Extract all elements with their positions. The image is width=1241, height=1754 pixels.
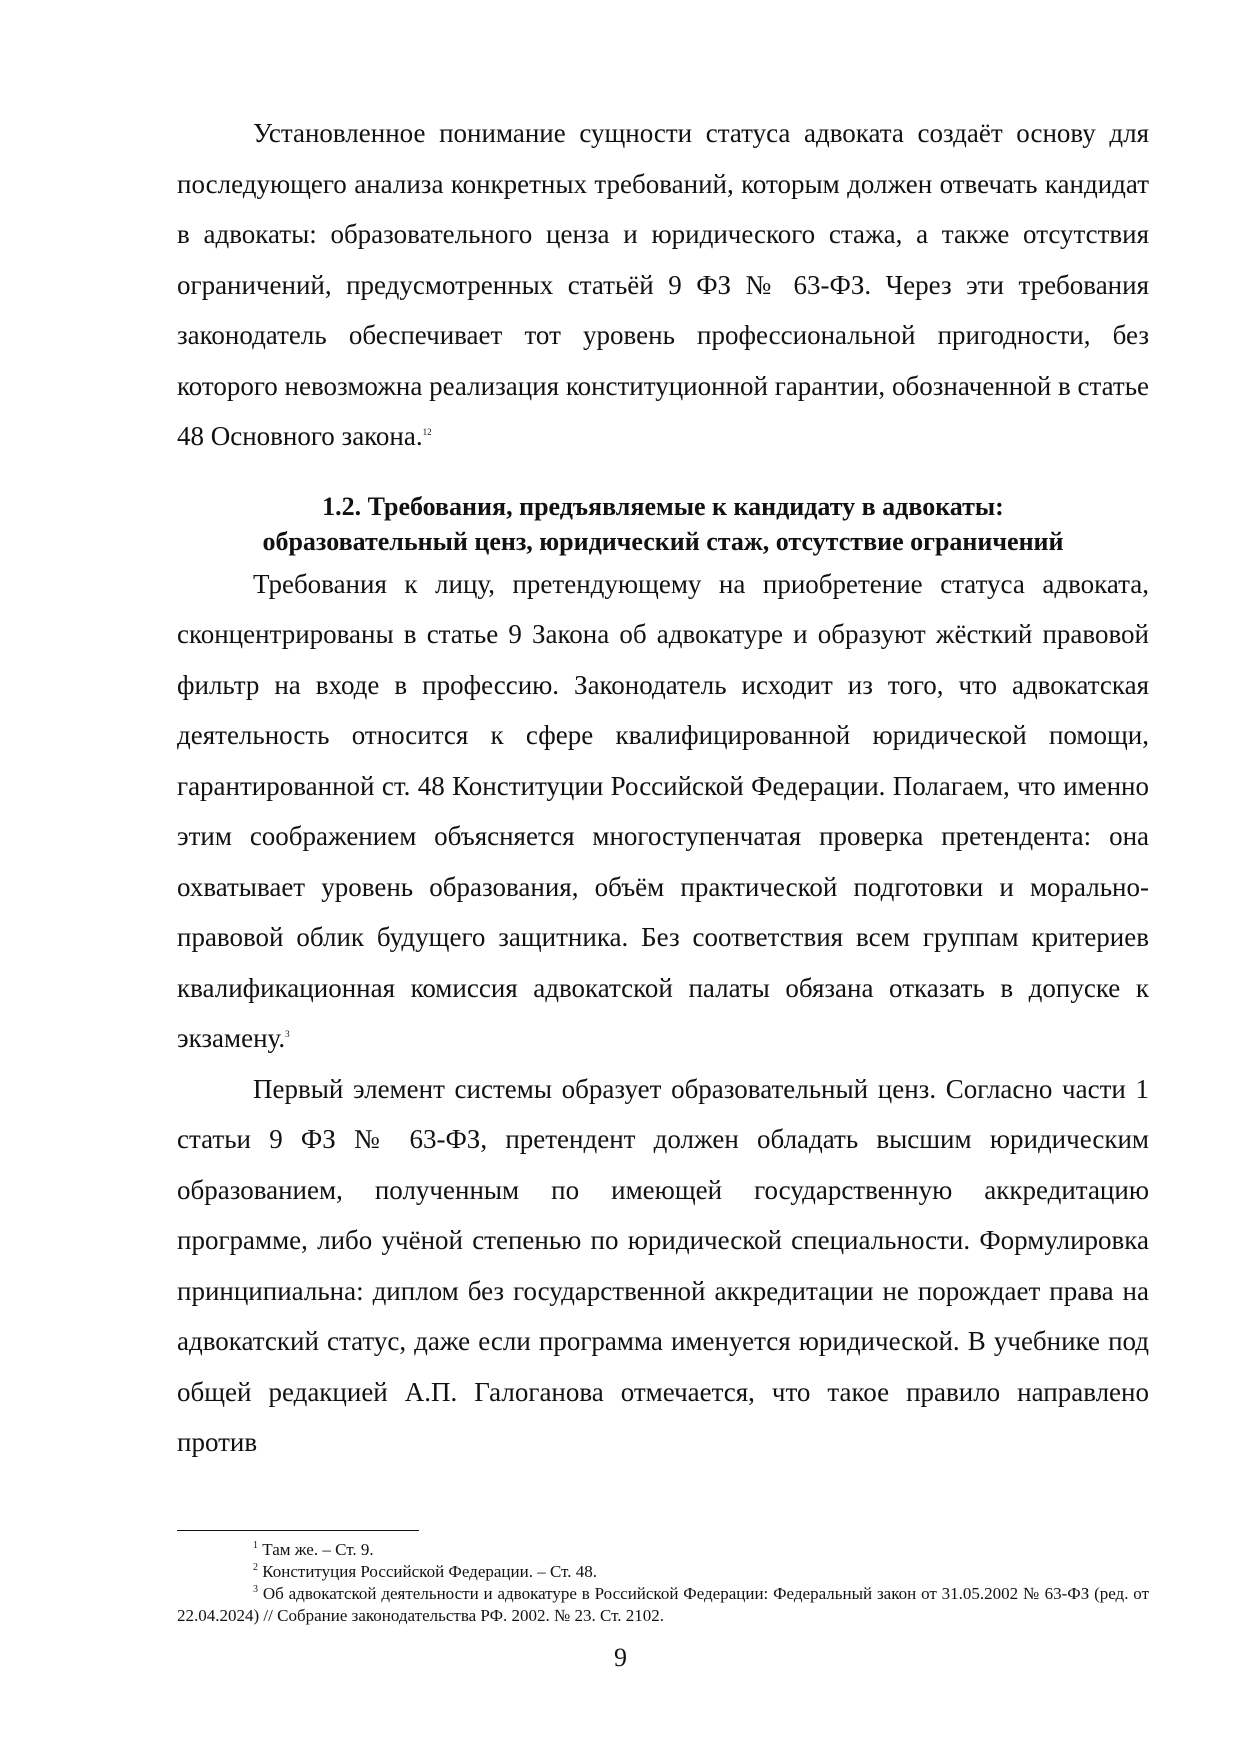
paragraph-intro: Установленное понимание сущности статуса адвоката создаёт основу для последующего анализа конкретных требований, которым должен отвечать кандидат в адвокаты: образовательного ценза и юридического стажа, а также отсутствия ограничений, предусмотренных статьёй 9 ФЗ № 63-ФЗ. Через эти требования законодатель обеспечивает тот уровень профессиональной пригодности, без которого невозможна реализация конституционной гарантии, обозначенной в статье 48 Основного закона.$^{12}$ (177, 118, 1149, 451)
footnotes (177, 1530, 1149, 1627)
footnote-number: 3 (253, 1584, 258, 1595)
footnote-2: $^2$ Конституция Российской Федерации. – Ст. 48. (253, 1562, 597, 1581)
section-heading (177, 489, 1149, 559)
page-body (177, 108, 1149, 1468)
footnote-number: 2 (253, 1562, 258, 1573)
footnote-number: 1 (253, 1540, 258, 1551)
footnote-separator (177, 1530, 419, 1531)
paragraph-education: Первый элемент системы образует образовательный ценз. Согласно части 1 статьи 9 ФЗ № 63-ФЗ, претендент должен обладать высшим юридическим образованием, полученным по имеющей государственную аккредитацию программе, либо учёной степенью по юридической специальности. Формулировка принципиальна: диплом без государственной аккредитации не порождает права на адвокатский статус, даже если программа именуется юридической. В учебнике под общей редакцией А.П. Галоганова отмечается, что такое правило направлено против (177, 1073, 1149, 1457)
footnote-3: $^3$ Об адвокатской деятельности и адвокатуре в Российской Федерации: Федеральный закон от 31.05.2002 № 63-ФЗ (ред. от 22.04.2024) // Собрание законодательства РФ. 2002. № 23. Ст. 2102. (177, 1584, 1150, 1625)
section-heading-line-2: образовательный ценз, юридический стаж, отсутствие ограничений (262, 526, 1064, 556)
page-number: 9 (614, 1643, 627, 1672)
paragraph-requirements: Требования к лицу, претендующему на приобретение статуса адвоката, сконцентрированы в статье 9 Закона об адвокатуре и образуют жёсткий правовой фильтр на входе в профессию. Законодатель исходит из того, что адвокатская деятельность относится к сфере квалифицированной юридической помощи, гарантированной ст. 48 Конституции Российской Федерации. Полагаем, что именно этим соображением объясняется многоступенчатая проверка претендента: она охватывает уровень образования, объём практической подготовки и морально-правовой облик будущего защитника. Без соответствия всем группам критериев квалификационная комиссия адвокатской палаты обязана отказать в допуске к экзамену.$^3$ (177, 568, 1149, 1053)
footnote-1: $^1$ Там же. – Ст. 9. (253, 1540, 374, 1559)
footnote-ref[interactable]: 12 (422, 427, 432, 437)
section-heading-line-1: 1.2. Требования, предъявляемые к кандидату в адвокаты: (322, 491, 1004, 521)
footnote-ref[interactable]: 3 (285, 1029, 290, 1039)
